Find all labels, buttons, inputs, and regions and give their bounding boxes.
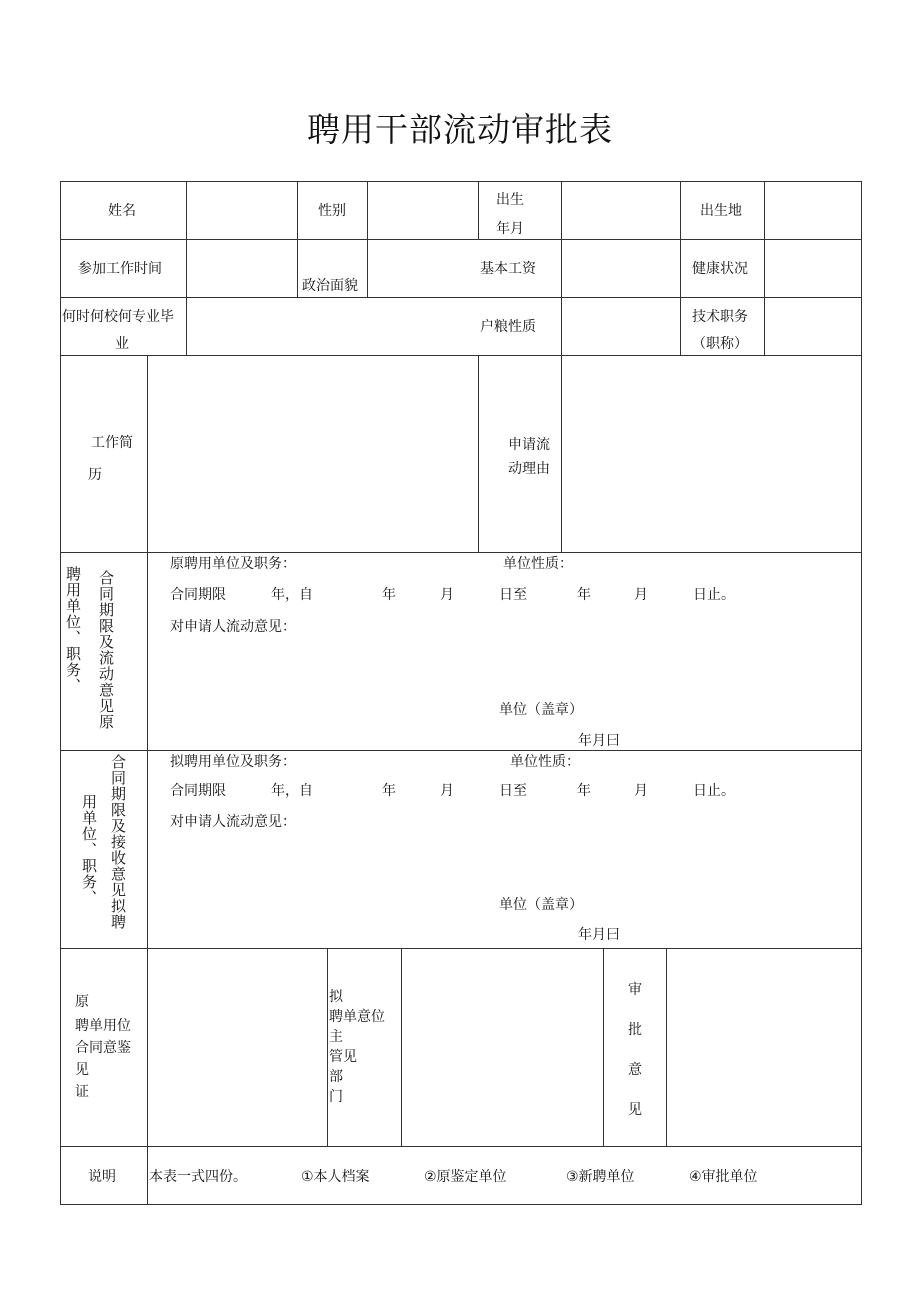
label-reason-1: 申请流	[508, 437, 550, 453]
label-salary: 基本工资	[480, 261, 536, 277]
label-work-start: 参加工作时间	[78, 261, 162, 277]
new-unit-job: 拟聘用单位及职务：	[170, 754, 296, 770]
new-unit-nature: 单位性质：	[510, 754, 580, 770]
label-tech-2: （职称）	[692, 336, 748, 352]
new-dept-line: 聘单意位	[329, 1009, 385, 1025]
col-line	[367, 181, 368, 297]
new-contract: 合同期限	[170, 783, 226, 799]
new-dept-line: 门	[329, 1089, 343, 1105]
col-line	[603, 948, 604, 1146]
approval-line: 见	[628, 1102, 642, 1118]
new-day-end: 日止。	[693, 783, 735, 799]
label-resume-1: 工作简	[91, 435, 133, 451]
new-opinion: 对申请人流动意见：	[170, 814, 296, 830]
row-line	[60, 181, 862, 182]
col-line	[186, 181, 187, 355]
row-line	[60, 948, 862, 949]
orig-unit-nature: 单位性质：	[503, 556, 573, 572]
label-birth-1: 出生	[496, 192, 524, 208]
col-line	[297, 181, 298, 297]
note-text: 本表一式四份。	[149, 1169, 247, 1185]
label-reason-2: 动理由	[508, 461, 550, 477]
label-graduation-1: 何时何校何专业毕	[62, 309, 174, 325]
new-month: 月	[440, 783, 454, 799]
col-line	[147, 355, 148, 552]
col-line	[478, 355, 479, 552]
row-line	[60, 750, 862, 751]
orig-left-col-a: 聘用单位、职务、	[64, 566, 82, 694]
approval-line: 审	[628, 982, 642, 998]
new-left-col-b: 合同期限及接收意见拟聘	[109, 754, 127, 930]
new-dept-label	[329, 987, 385, 1107]
orig-contract-line: 聘单用位	[75, 1018, 131, 1034]
row-line	[60, 297, 862, 298]
col-line	[764, 181, 765, 355]
label-tech-1: 技术职务	[692, 309, 748, 325]
label-graduation-2: 业	[115, 336, 129, 352]
new-month-2: 月	[634, 783, 648, 799]
orig-day-end: 日止。	[693, 587, 735, 603]
orig-contract-label	[75, 992, 131, 1102]
orig-month-2: 月	[634, 587, 648, 603]
col-line	[561, 355, 562, 552]
col-line	[327, 948, 328, 1146]
col-line	[561, 181, 562, 355]
label-birth-2: 年月	[496, 221, 524, 237]
label-gender: 性别	[318, 203, 346, 219]
label-grain: 户粮性质	[480, 319, 536, 335]
orig-contract-line: 证	[75, 1084, 89, 1100]
row-line	[60, 1146, 862, 1147]
label-resume-2: 历	[88, 467, 102, 483]
form-title: 聘用干部流动审批表	[307, 110, 613, 149]
approval-label	[628, 970, 642, 1130]
orig-day-to: 日至	[499, 587, 527, 603]
orig-date: 年月曰	[578, 733, 620, 749]
note-label: 说明	[88, 1169, 116, 1185]
new-dept-line: 部	[329, 1069, 343, 1085]
orig-year-from: 年，自	[271, 587, 313, 603]
new-stamp: 单位（盖章）	[499, 897, 583, 913]
col-line	[680, 181, 681, 355]
label-birthplace: 出生地	[700, 203, 742, 219]
note-item-1: ①本人档案	[301, 1169, 370, 1185]
orig-contract-line: 合同意鉴	[75, 1040, 131, 1056]
new-dept-line: 管见	[329, 1049, 357, 1065]
note-item-2: ②原鉴定单位	[424, 1169, 507, 1185]
row-line	[60, 239, 862, 240]
col-line	[666, 948, 667, 1146]
row-line	[60, 1204, 862, 1205]
label-political: 政治面貌	[302, 278, 358, 294]
new-year: 年	[382, 783, 396, 799]
new-left-col-a: 用单位、职务、	[80, 794, 98, 906]
note-item-4: ④审批单位	[689, 1169, 758, 1185]
new-date: 年月曰	[578, 927, 620, 943]
approval-line: 意	[628, 1062, 642, 1078]
orig-contract-line: 见	[75, 1062, 89, 1078]
orig-month: 月	[440, 587, 454, 603]
orig-year: 年	[382, 587, 396, 603]
col-line	[401, 948, 402, 1146]
orig-contract-line: 原	[75, 994, 89, 1010]
row-line	[60, 552, 862, 553]
orig-stamp: 单位（盖章）	[499, 702, 583, 718]
col-line	[60, 181, 61, 1205]
new-dept-line: 主	[329, 1029, 343, 1045]
new-year-2: 年	[577, 783, 591, 799]
new-dept-line: 拟	[329, 989, 343, 1005]
approval-line: 批	[628, 1022, 642, 1038]
col-line	[147, 552, 148, 1204]
row-line	[60, 355, 862, 356]
orig-left-col-b: 合同期限及流动意见原	[97, 570, 115, 730]
new-day-to: 日至	[499, 783, 527, 799]
col-line	[478, 181, 479, 239]
new-year-from: 年，自	[271, 783, 313, 799]
label-health: 健康状况	[692, 261, 748, 277]
orig-unit-job: 原聘用单位及职务：	[170, 556, 296, 572]
orig-contract: 合同期限	[170, 587, 226, 603]
col-line	[861, 181, 862, 1205]
label-name: 姓名	[108, 203, 136, 219]
orig-year-2: 年	[577, 587, 591, 603]
orig-opinion: 对申请人流动意见：	[170, 619, 296, 635]
note-item-3: ③新聘单位	[566, 1169, 635, 1185]
